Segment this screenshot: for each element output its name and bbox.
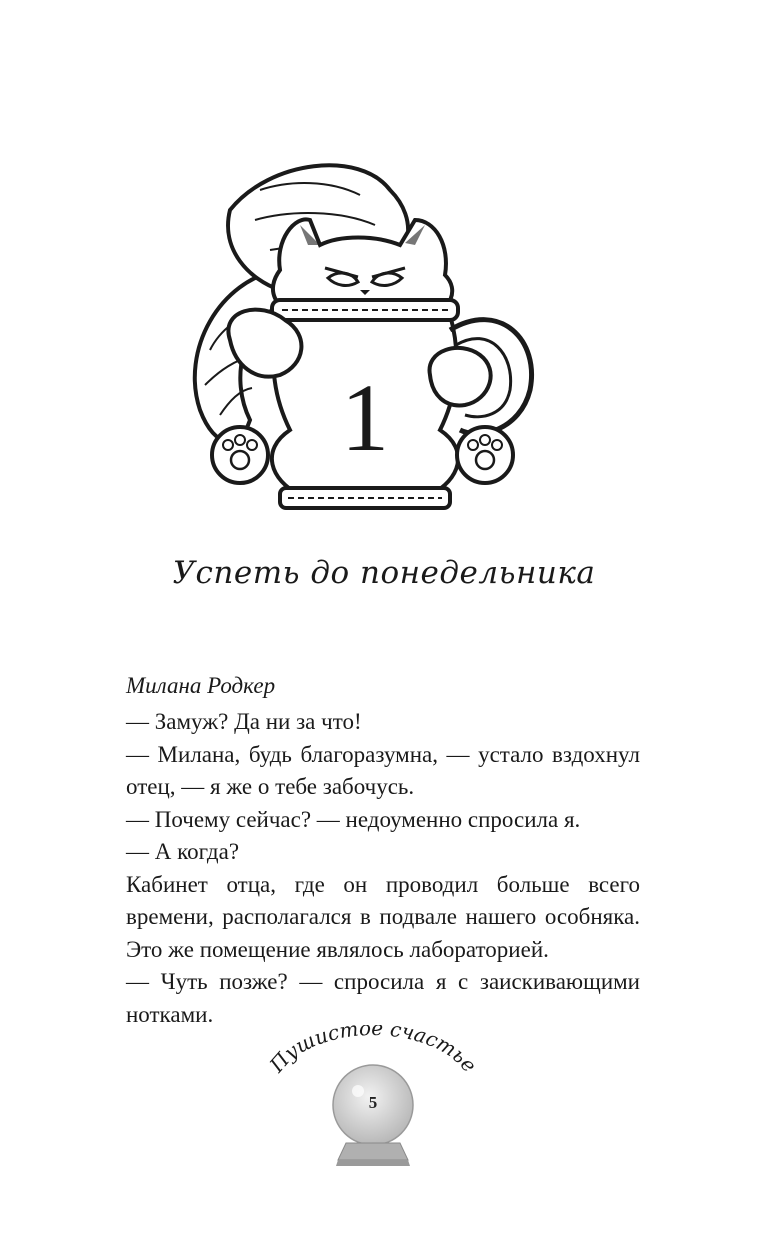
page-footer: [258, 1025, 488, 1170]
paragraph: — Замуж? Да ни за что!: [126, 709, 362, 734]
page-number: 5: [368, 1093, 378, 1112]
paragraph: — А когда?: [126, 839, 240, 864]
chapter-title: Успеть до понедельника: [172, 555, 596, 591]
series-title: Пушистое счастье: [264, 1025, 482, 1077]
paragraph: — Чуть позже? — спросила я с заискивающими нотками.: [126, 969, 640, 1027]
author-name: Милана Родкер: [126, 673, 276, 698]
paragraph: Кабинет отца, где он проводил больше всего времени, располагался в подвале нашего особняка. Это же помещение являлось лабораторией.: [126, 871, 640, 962]
cat-with-pot-icon: [160, 150, 550, 530]
chapter-body: [126, 668, 640, 1031]
paragraph: — Почему сейчас? — недоуменно спросила я.: [126, 806, 581, 832]
paragraph: — Милана, будь благоразумна, — устало вздохнул отец, — я же о тебе забочусь.: [126, 741, 640, 799]
chapter-number: 1: [341, 364, 389, 471]
